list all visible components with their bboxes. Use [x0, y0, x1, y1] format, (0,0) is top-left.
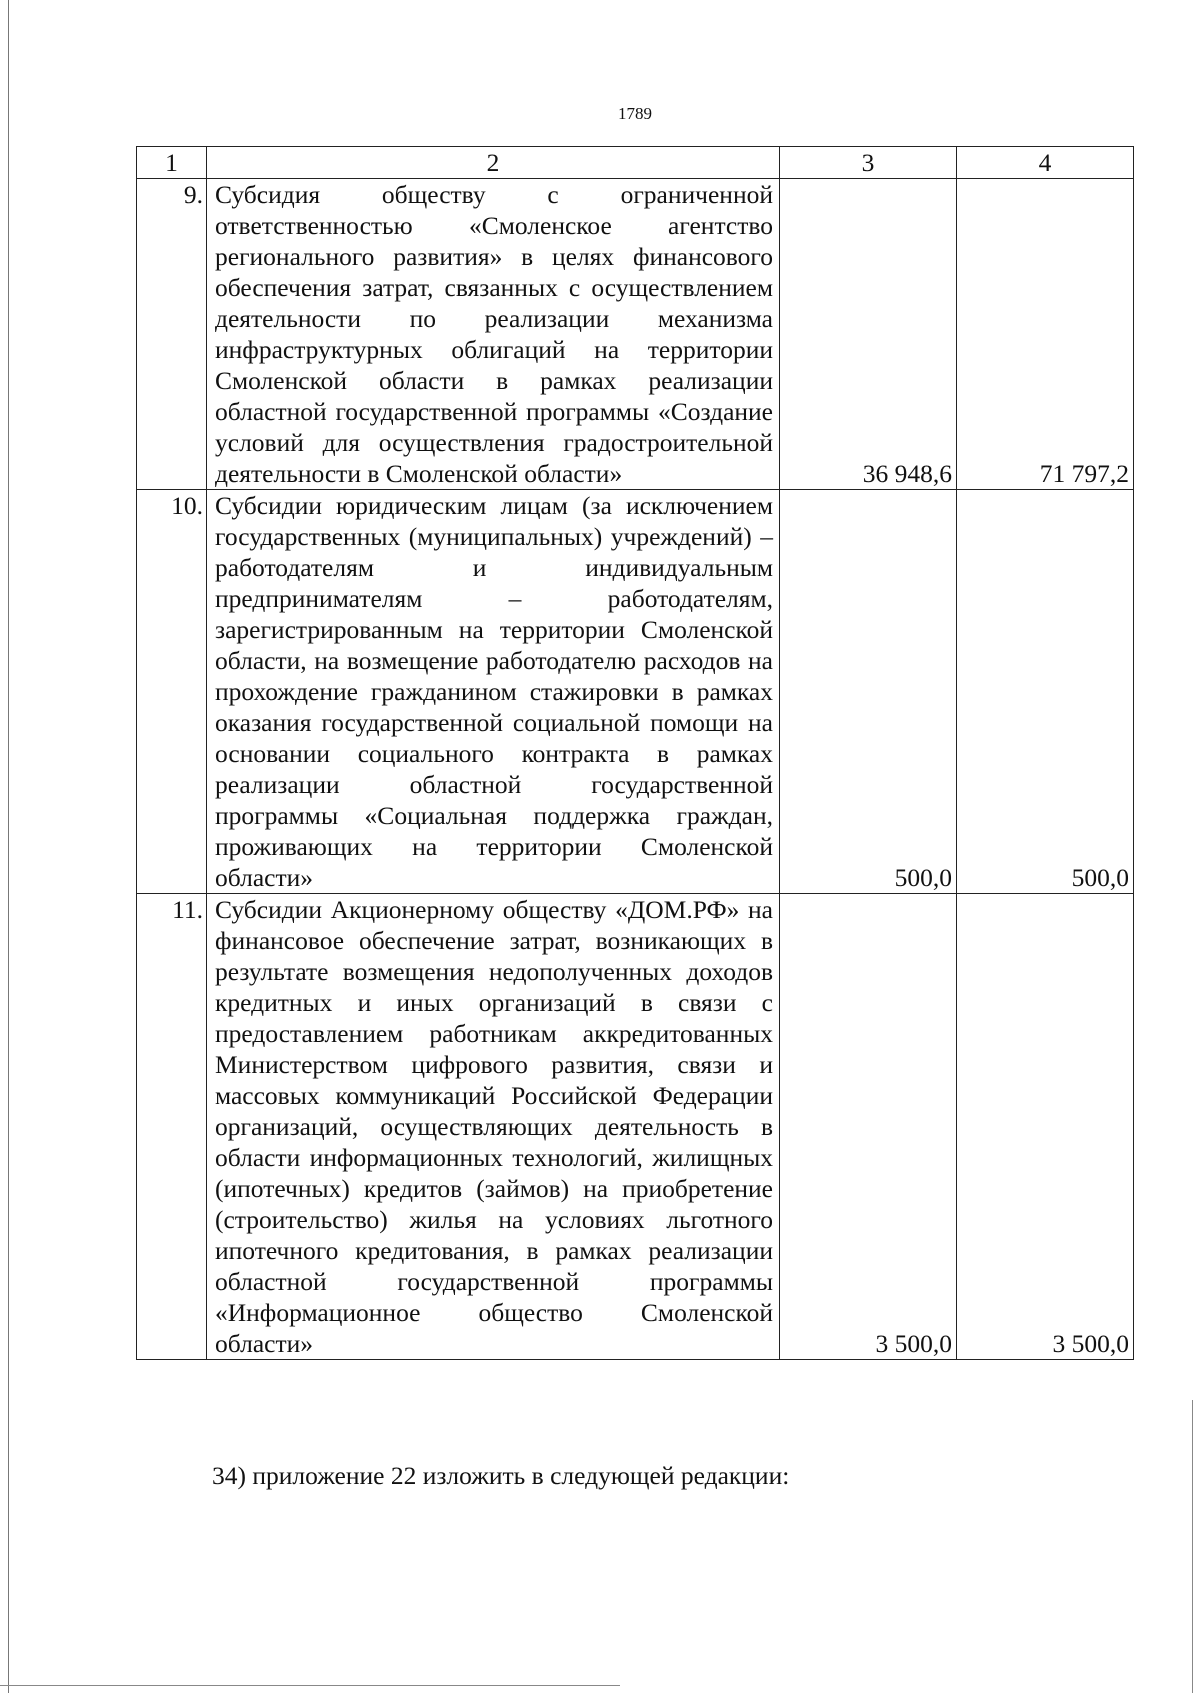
row-description: Субсидии юридическим лицам (за исключением государственных (муниципальных) учреждений) – работодателям и индивидуальным предпринимателям – работодателям, зарегистрированным на территории Смоленской области, на возмещение работодателю расходов на прохождение гражданином стажировки в рамках оказания государственной социальной помощи на основании социального контракта в рамках реализации областной государственной программы «Социальная поддержка граждан, проживающих на территории Смоленской области» — [207, 490, 780, 894]
header-cell-2: 2 — [207, 147, 780, 179]
row-value-col3: 3 500,0 — [780, 894, 957, 1360]
row-value-col3: 36 948,6 — [780, 179, 957, 490]
closing-paragraph: 34) приложение 22 изложить в следующей редакции: — [212, 1461, 790, 1490]
header-cell-1: 1 — [137, 147, 207, 179]
row-number: 11. — [137, 894, 207, 1360]
scan-edge-left — [8, 0, 9, 1693]
row-description: Субсидия обществу с ограниченной ответственностью «Смоленское агентство регионального развития» в целях финансового обеспечения затрат, связанных с осуществлением деятельности по реализации механизма инфраструктурных облигаций на территории Смоленской области в рамках реализации областной государственной программы «Создание условий для осуществления градостроительной деятельности в Смоленской области» — [207, 179, 780, 490]
table-row — [137, 179, 1134, 490]
page-number: 1789 — [618, 104, 652, 123]
row-number: 10. — [137, 490, 207, 894]
header-cell-4: 4 — [957, 147, 1134, 179]
scan-edge-right — [1192, 1400, 1193, 1693]
row-value-col4: 3 500,0 — [957, 894, 1134, 1360]
row-value-col3: 500,0 — [780, 490, 957, 894]
row-number: 9. — [137, 179, 207, 490]
row-value-col4: 500,0 — [957, 490, 1134, 894]
header-cell-3: 3 — [780, 147, 957, 179]
scan-edge-bottom — [0, 1685, 620, 1686]
appropriations-table — [136, 146, 1134, 1360]
row-value-col4: 71 797,2 — [957, 179, 1134, 490]
table-row — [137, 490, 1134, 894]
table-header-row — [137, 147, 1134, 179]
table-row — [137, 894, 1134, 1360]
row-description: Субсидии Акционерному обществу «ДОМ.РФ» на финансовое обеспечение затрат, возникающих в результате возмещения недополученных доходов кредитных и иных организаций в связи с предоставлением работникам аккредитованных Министерством цифрового развития, связи и массовых коммуникаций Российской Федерации организаций, осуществляющих деятельность в области информационных технологий, жилищных (ипотечных) кредитов (займов) на приобретение (строительство) жилья на условиях льготного ипотечного кредитования, в рамках реализации областной государственной программы «Информационное общество Смоленской области» — [207, 894, 780, 1360]
